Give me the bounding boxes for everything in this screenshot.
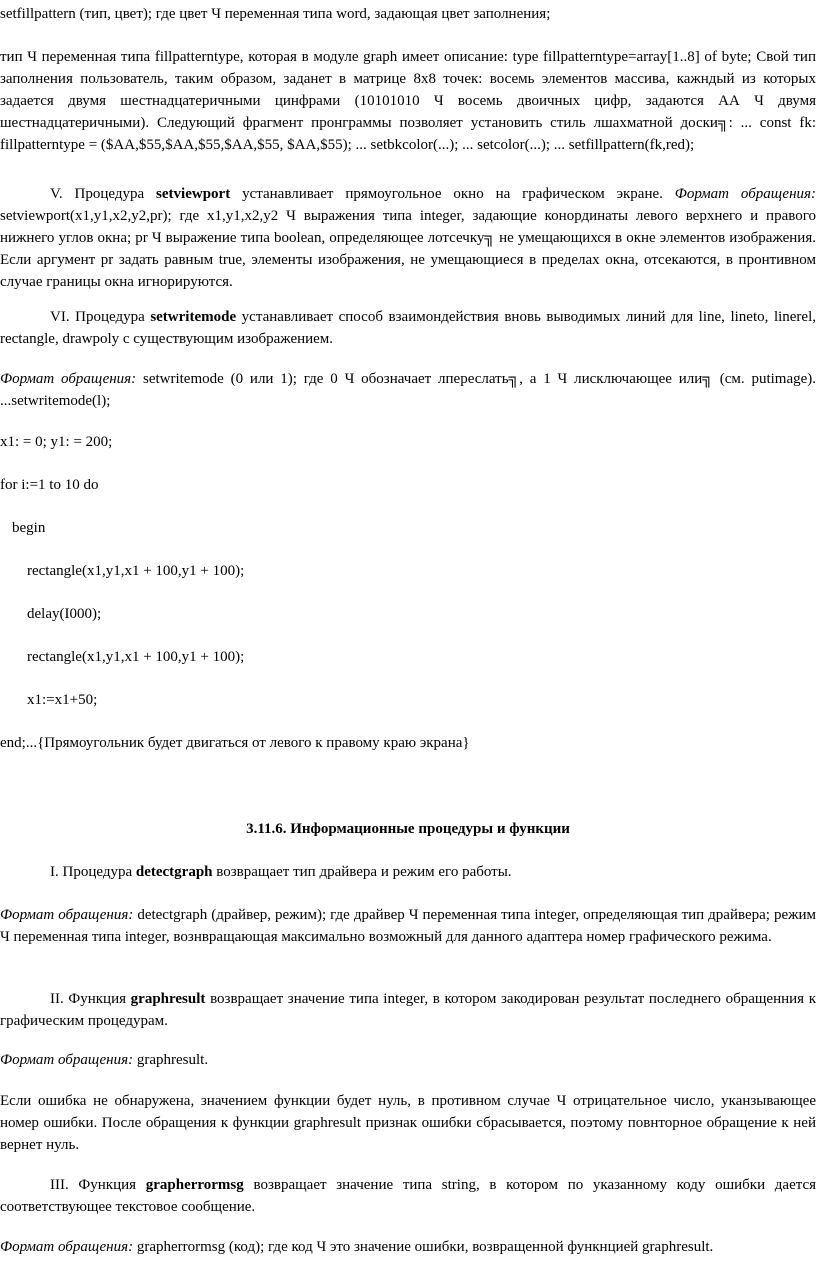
setviewport-paragraph: V. Процедура setviewport устанавливает прямоугольное окно на графическом экране. Формат обращения: setviewport(x1,y1,x2,y2,pr); где x1,y1,x2,y2 Ч выражения типа integer, задающие конординаты левого верхнего и правого нижнего углов окна; pr Ч выражение типа boolean, определяющее лотсечку╗ не умещающихся в окне элементов изображения. Если аргумент pr задать равным true, элементы изображения, не умещающиеся в пределах окна, отсекаются, в пронтивном случае границы окна игнорируются. [0, 186, 816, 290]
detectgraph-format-paragraph: Формат обращения: detectgraph (драйвер, режим); где драйвер Ч переменная типа integer, определяющая тип драйвера; режим Ч переменная типа integer, вознвращающая максимально возможный для данного адаптера номер графического режима. [0, 907, 816, 945]
grapherrormsg-paragraph: III. Функция grapherrormsg возвращает значение типа string, в котором по указанному коду ошибки дается соответствующее текстовое сообщение. [0, 1177, 816, 1215]
format-label: Формат обращения: [0, 907, 134, 923]
graphresult-format-paragraph: Формат обращения: graphresult. [0, 1052, 209, 1068]
code-line: x1: = 0; y1: = 200; [0, 434, 113, 450]
code-line: for i:=1 to 10 do [0, 477, 99, 493]
procedure-name: detectgraph [135, 864, 213, 880]
fill-syntax-paragraph: setfillpattern (тип, цвет); где цвет Ч переменная типа word, задающая цвет заполнения; [0, 6, 551, 22]
code-line: rectangle(x1,y1,x1 + 100,y1 + 100); [27, 649, 245, 665]
fillpatterntype-paragraph: тип Ч переменная типа fillpatterntype, которая в модуле graph имеет описание: type fillpatterntype=array[1..8] of byte; Свой тип заполнения пользователь, таким образом, заданет в матрице 8x8 точек: восемь элементов массива, кажндый из которых задается двумя шестнадцатеричными цинфрами (10101010 Ч восемь двоичных цифр, задаются АА Ч двумя шестнадцатеричными). Следующий фрагмент пронграммы позволяет установить стиль лшахматной доски╗: ... const fk: fillpatterntype = ($AA,$55,$AA,$55,$AA,$55, $AA,$55); ... setbkcolor(...); ... setcolor(...); ... setfillpattern(fk,red); [0, 49, 816, 153]
procedure-name: setwritemode [150, 309, 237, 325]
setwritemode-format-paragraph: Формат обращения: setwritemode (0 или 1); где 0 Ч обозначает лпереслать╗, а 1 Ч лисключающее или╗ (см. putimage). ...setwritemode(l); [0, 371, 816, 409]
format-label: Формат обращения: [0, 371, 137, 387]
code-line: rectangle(x1,y1,x1 + 100,y1 + 100); [27, 563, 245, 579]
code-line: x1:=x1+50; [27, 692, 98, 708]
function-name: grapherrormsg [145, 1177, 244, 1193]
section-heading: 3.11.6. Информационные процедуры и функции [246, 821, 570, 837]
format-label: Формат обращения: [0, 1052, 134, 1068]
grapherrormsg-format-paragraph: Формат обращения: grapherrormsg (код); где код Ч это значение ошибки, возвращенной функнцией graphresult. [0, 1239, 714, 1255]
graphresult-description-paragraph: Если ошибка не обнаружена, значением функции будет нуль, в противном случае Ч отрицательное число, уканзывающее номер ошибки. После обращения к функции graphresult признак ошибки сбрасывается, поэтому повнторное обращение к ней вернет нуль. [0, 1093, 816, 1153]
function-name: graphresult [130, 991, 206, 1007]
item-number: V. [50, 186, 63, 202]
procedure-name: setviewport [156, 186, 231, 202]
code-line: end;...{Прямоугольник будет двигаться от левого к правому краю экрана} [0, 735, 470, 751]
format-label: Формат обращения: [0, 1239, 134, 1255]
item-number: VI. [50, 309, 70, 325]
code-line: delay(I000); [27, 606, 102, 622]
graphresult-paragraph: II. Функция graphresult возвращает значение типа integer, в котором закодирован результат последнего обращенния к графическим процедурам. [0, 991, 816, 1029]
setwritemode-paragraph: VI. Процедура setwritemode устанавливает способ взаимондействия вновь выводимых линий для line, lineto, linerel, rectangle, drawpoly с существующим изображением. [0, 309, 816, 347]
code-line: begin [12, 520, 46, 536]
format-label: Формат обращения: [674, 186, 816, 202]
detectgraph-paragraph: I. Процедура detectgraph возвращает тип драйвера и режим его работы. [50, 864, 512, 880]
